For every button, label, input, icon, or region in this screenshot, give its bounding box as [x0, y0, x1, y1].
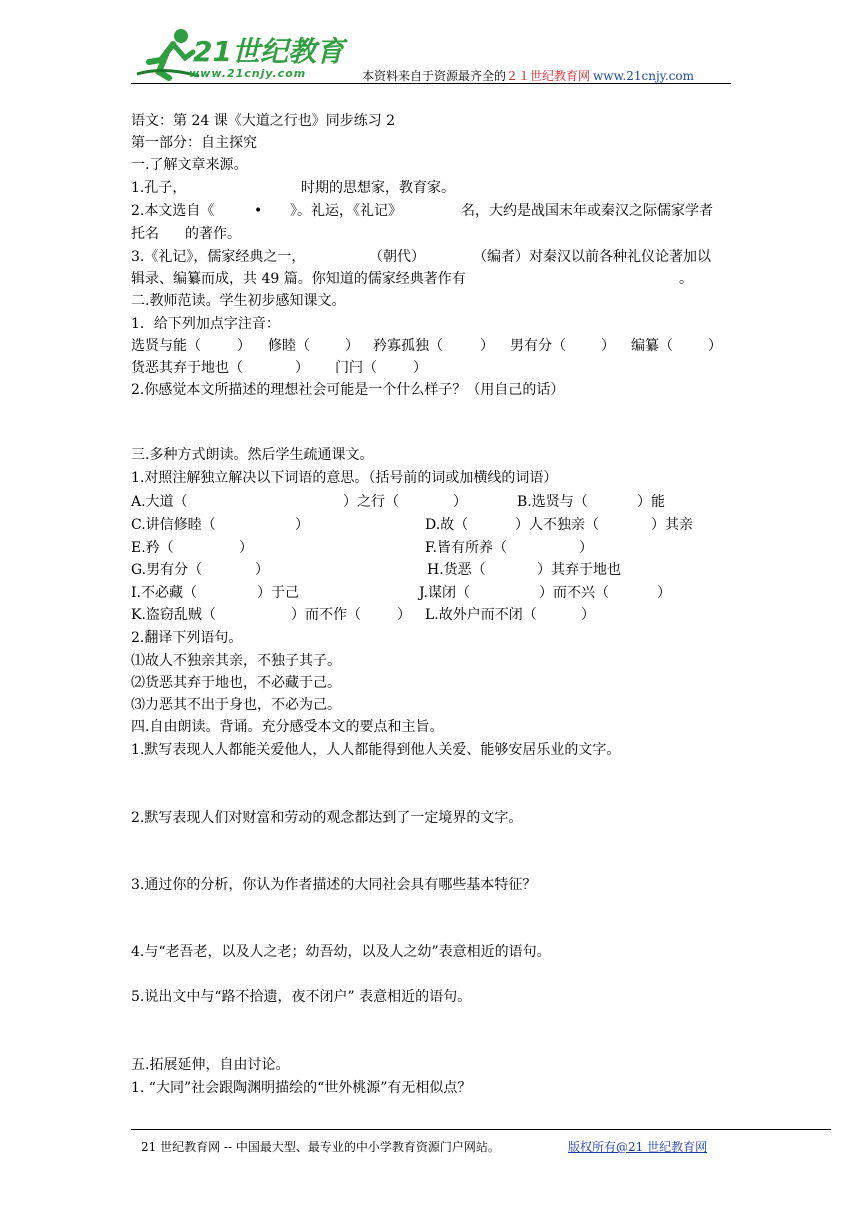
footer-left-text: 21 世纪教育网 -- 中国最大型、最专业的中小学教育资源门户网站。	[141, 1140, 500, 1154]
s4-q2: 2.默写表现人们对财富和劳动的观念都达到了一定境界的文字。	[131, 810, 523, 826]
s2-q2: 2.你感觉本文所描述的理想社会可能是一个什么样子？（用自己的话）	[131, 382, 565, 398]
doc-title: 语文：第 24 课《大道之行也》同步练习 2	[131, 113, 396, 129]
s3-q2: 2.翻译下列语句。	[131, 630, 243, 646]
logo-text: 21世纪教育	[193, 35, 344, 68]
section-2-heading: 二.教师范读。学生初步感知课文。	[131, 293, 346, 309]
s5-q1: 1. “大同”社会跟陶渊明描绘的“世外桃源”有无相似点？	[131, 1080, 472, 1096]
s3-translate-1: ⑴故人不独亲其亲，不独子其子。	[131, 653, 341, 669]
s4-q4: 4.与“老吾老，以及人之老；幼吾幼，以及人之幼”表意相近的语句。	[131, 944, 551, 960]
s4-q5: 5.说出文中与“路不拾遗，夜不闭户” 表意相近的语句。	[131, 989, 472, 1005]
section-1-heading: 一.了解文章来源。	[131, 157, 248, 173]
footer-divider	[131, 1129, 831, 1130]
header-site-name: ２１世纪教育网	[506, 69, 591, 83]
s4-q3: 3.通过你的分析，你认为作者描述的大同社会具有哪些基本特征？	[131, 877, 537, 893]
logo-url: www.21cnjy.com	[189, 67, 307, 80]
header-url[interactable]: www.21cnjy.com	[593, 69, 694, 83]
s4-q1: 1.默写表现人人都能关爱他人，人人都能得到他人关爱、能够安居乐业的文字。	[131, 742, 621, 758]
header-divider	[131, 83, 731, 84]
s3-translate-2: ⑵货恶其弃于地也，不必藏于己。	[131, 675, 341, 691]
s2-q1: 1．给下列加点字注音：	[131, 316, 280, 332]
s3-translate-3: ⑶力恶其不出于身也，不必为己。	[131, 697, 341, 713]
logo[interactable]	[133, 22, 344, 82]
section-3-heading: 三.多种方式朗读。然后学生疏通课文。	[131, 447, 374, 463]
part-heading: 第一部分：自主探究	[131, 135, 257, 151]
s3-q1: 1.对照注解独立解决以下词语的意思。（括号前的词或加横线的词语）	[131, 470, 558, 486]
section-4-heading: 四.自由朗读。背诵。充分感受本文的要点和主旨。	[131, 719, 444, 735]
footer-copyright-link[interactable]: 版权所有@21 世纪教育网	[568, 1140, 708, 1154]
section-5-heading: 五.拓展延伸，自由讨论。	[131, 1057, 290, 1073]
header-tagline: 本资料来自于资源最齐全的２１世纪教育网 www.21cnjy.com	[362, 69, 694, 83]
